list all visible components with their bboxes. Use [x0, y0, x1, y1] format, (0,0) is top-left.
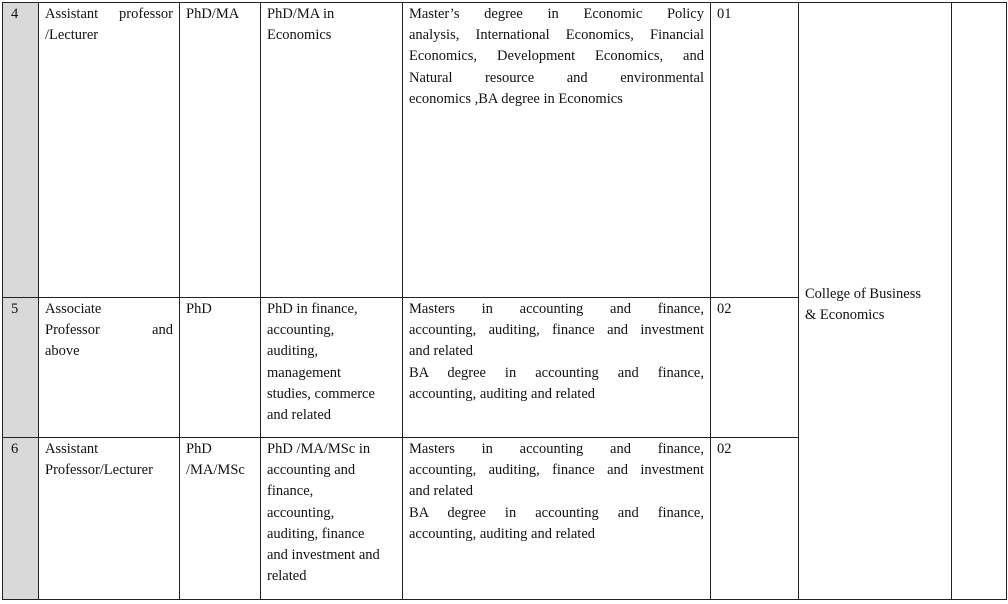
empty-cell	[952, 3, 1007, 600]
position-line: Professor/Lecturer	[45, 462, 153, 479]
row-number: 6	[3, 438, 39, 600]
field-line: PhD in finance,	[267, 301, 358, 317]
field-line: management	[267, 364, 342, 381]
qualification-line: PhD	[186, 441, 212, 457]
field-cell	[261, 298, 403, 438]
field-cell	[261, 438, 403, 600]
field-line: auditing, finance	[267, 525, 365, 542]
requirement-line: accounting, auditing, finance and investment	[409, 322, 704, 339]
field-line: PhD /MA/MSc in	[267, 441, 371, 457]
row-number: 4	[3, 3, 39, 298]
field-line: accounting,	[267, 504, 335, 521]
field-line: accounting and	[267, 462, 356, 479]
field-line: and investment and	[267, 547, 380, 564]
field-line: accounting,	[267, 322, 335, 339]
field-line: related	[267, 568, 307, 585]
requirement-line: and related	[409, 343, 474, 360]
position-line: /Lecturer	[45, 27, 99, 44]
requirement-line: Masters in accounting and finance,	[409, 301, 704, 317]
position-cell	[39, 438, 180, 600]
field-line: auditing,	[267, 343, 319, 360]
field-line: Economics	[267, 27, 332, 44]
requirement-cell	[403, 438, 711, 600]
requirement-line: Master’s degree in Economic Policy	[409, 6, 704, 22]
requirement-line: economics ,BA degree in Economics	[409, 90, 623, 107]
requirement-line: Natural resource and environmental	[409, 69, 704, 86]
college-line: & Economics	[805, 307, 885, 323]
qualification-cell	[180, 298, 261, 438]
requirement-line: Masters in accounting and finance,	[409, 441, 704, 457]
requirement-line: analysis, International Economics, Financial	[409, 27, 704, 44]
count-cell: 02	[711, 438, 799, 600]
count-cell: 02	[711, 298, 799, 438]
field-line: finance,	[267, 483, 314, 500]
position-line: Professor and	[45, 322, 173, 339]
position-line: Assistant professor	[45, 6, 173, 22]
row-number: 5	[3, 298, 39, 438]
field-line: PhD/MA in	[267, 6, 335, 22]
field-cell	[261, 3, 403, 298]
qualification-line: PhD/MA	[186, 6, 240, 22]
requirement-line: accounting, auditing and related	[409, 385, 596, 402]
field-line: and related	[267, 407, 332, 424]
table-row	[3, 3, 1007, 298]
position-line: Associate	[45, 301, 102, 317]
qualification-cell	[180, 438, 261, 600]
college-line: College of Business	[805, 285, 921, 302]
requirement-line: Economics, Development Economics, and	[409, 48, 704, 65]
requirement-line: and related	[409, 483, 474, 500]
requirement-line: accounting, auditing and related	[409, 525, 596, 542]
staffing-table	[2, 2, 1007, 600]
requirement-line: BA degree in accounting and finance,	[409, 364, 704, 381]
position-cell	[39, 3, 180, 298]
requirement-cell	[403, 3, 711, 298]
requirement-line: accounting, auditing, finance and investment	[409, 462, 704, 479]
college-cell	[799, 3, 952, 600]
position-line: above	[45, 343, 80, 360]
requirement-cell	[403, 298, 711, 438]
requirement-line: BA degree in accounting and finance,	[409, 504, 704, 521]
qualification-line: PhD	[186, 301, 212, 317]
position-line: Assistant	[45, 441, 99, 457]
qualification-line: /MA/MSc	[186, 462, 245, 479]
count-cell: 01	[711, 3, 799, 298]
qualification-cell	[180, 3, 261, 298]
field-line: studies, commerce	[267, 385, 375, 402]
position-cell	[39, 298, 180, 438]
